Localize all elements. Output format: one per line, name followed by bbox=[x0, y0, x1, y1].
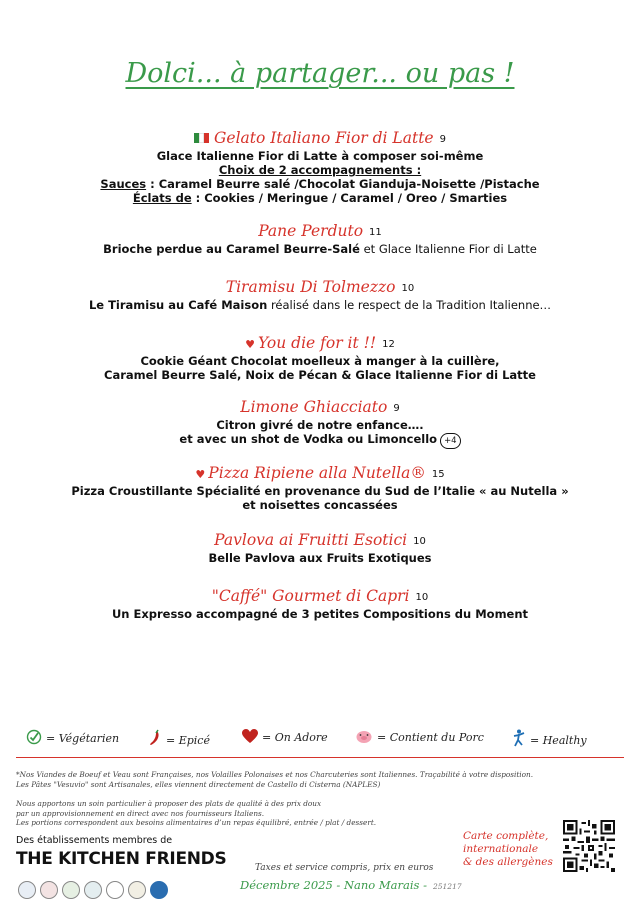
item-price: 10 bbox=[401, 283, 415, 294]
brand-logo: THE KITCHEN FRIENDS bbox=[16, 849, 227, 869]
heart-icon bbox=[242, 729, 258, 744]
menu-item-pane-perduto bbox=[0, 221, 640, 256]
page-title: Dolci... à partager... ou pas ! bbox=[125, 58, 515, 89]
members-label: Des établissements membres de bbox=[16, 835, 173, 846]
item-description: Sauces : Caramel Beurre salé /Chocolat Gianduja-Noisette /Pistache bbox=[100, 177, 540, 191]
supplement-badge: +4 bbox=[440, 433, 461, 449]
edition-date: Décembre 2025 - Nano Marais - 251217 bbox=[240, 878, 462, 892]
item-name: Pizza Ripiene alla Nutella® bbox=[208, 464, 426, 482]
menu-item-gelato bbox=[0, 128, 640, 205]
member-logo-icon bbox=[128, 881, 146, 899]
legend-healthy: = Healthy bbox=[512, 729, 587, 747]
item-price: 10 bbox=[415, 592, 429, 603]
legend-divider bbox=[16, 757, 624, 758]
chili-icon bbox=[148, 729, 162, 747]
item-description: Choix de 2 accompagnements : bbox=[218, 163, 422, 177]
item-description: et noisettes concassées bbox=[242, 498, 398, 512]
legend-adore: = On Adore bbox=[242, 729, 328, 744]
italy-flag-icon bbox=[194, 128, 209, 138]
menu-item-pizza-nutella bbox=[0, 463, 640, 512]
item-description: Caramel Beurre Salé, Noix de Pécan & Glace Italienne Fior di Latte bbox=[104, 368, 536, 382]
member-logos bbox=[18, 879, 172, 899]
item-description: Cookie Géant Chocolat moelleux à manger à la cuillère, bbox=[140, 354, 500, 368]
pig-icon bbox=[355, 729, 373, 744]
item-description: Belle Pavlova aux Fruits Exotiques bbox=[208, 551, 432, 565]
legend-spicy: = Epicé bbox=[148, 729, 210, 747]
item-name: You die for it !! bbox=[258, 334, 377, 352]
heart-icon: ♥ bbox=[245, 338, 256, 351]
leaf-check-icon bbox=[26, 729, 42, 745]
item-description: Le Tiramisu au Café Maison réalisé dans le respect de la Tradition Italienne… bbox=[88, 298, 552, 312]
item-price: 11 bbox=[369, 227, 382, 238]
runner-icon bbox=[512, 729, 526, 747]
item-price: 12 bbox=[382, 339, 395, 350]
origin-notes: *Nos Viandes de Boeuf et Veau sont Françaises, nos Volailles Polonaises et nos Charcuteries sont Italiennes. Traçabilité à votre disposition. Les Pâtes "Vesuvio" sont Artisanales, elles viennent directement de Castello di Cisterna (NAPLES) bbox=[16, 770, 534, 789]
item-description: Éclats de : Cookies / Meringue / Caramel / Oreo / Smarties bbox=[132, 191, 508, 205]
item-description: Citron givré de notre enfance…. bbox=[216, 418, 424, 432]
menu-item-limone bbox=[0, 397, 640, 449]
item-name: "Caffé" Gourmet di Capri bbox=[211, 587, 410, 605]
member-logo-icon bbox=[84, 881, 102, 899]
qr-code-icon[interactable] bbox=[563, 820, 615, 872]
member-logo-icon bbox=[62, 881, 80, 899]
menu-item-caffe-gourmet bbox=[0, 586, 640, 621]
quality-notes: Nous apportons un soin particulier à proposer des plats de qualité à des prix doux par un approvisionnement en direct avec nos fournisseurs Italiens. Les portions correspondent aux besoins alimentaires d’un repas équilibré, entrée / plat / dessert. bbox=[16, 799, 377, 827]
item-description: Un Expresso accompagné de 3 petites Compositions du Moment bbox=[111, 607, 529, 621]
item-description: et avec un shot de Vodka ou Limoncello +4 bbox=[0, 432, 640, 449]
legend-vegetarian: = Végétarien bbox=[26, 729, 119, 745]
menu-item-pavlova bbox=[0, 530, 640, 565]
menu-item-tiramisu bbox=[0, 277, 640, 312]
member-logo-icon bbox=[106, 881, 124, 899]
item-description: Glace Italienne Fior di Latte à composer soi-même bbox=[156, 149, 484, 163]
item-price: 9 bbox=[393, 403, 400, 414]
heart-icon: ♥ bbox=[195, 468, 206, 481]
legend-pork: = Contient du Porc bbox=[355, 729, 484, 744]
item-name: Gelato Italiano Fior di Latte bbox=[214, 129, 434, 147]
item-price: 10 bbox=[413, 536, 426, 547]
member-logo-icon bbox=[40, 881, 58, 899]
item-price: 15 bbox=[431, 469, 445, 480]
item-name: Tiramisu Di Tolmezzo bbox=[225, 278, 396, 296]
member-logo-icon bbox=[150, 881, 168, 899]
item-description: Brioche perdue au Caramel Beurre-Salé et Glace Italienne Fior di Latte bbox=[103, 242, 537, 256]
item-price: 9 bbox=[439, 134, 446, 145]
full-menu-note: Carte complète, internationale & des allergènes bbox=[463, 830, 553, 868]
item-name: Pane Perduto bbox=[258, 222, 364, 240]
item-description: Pizza Croustillante Spécialité en provenance du Sud de l’Italie « au Nutella » bbox=[71, 484, 569, 498]
item-name: Pavlova ai Fruitti Esotici bbox=[214, 531, 408, 549]
member-logo-icon bbox=[18, 881, 36, 899]
menu-item-you-die-for-it bbox=[0, 333, 640, 382]
taxes-note: Taxes et service compris, prix en euros bbox=[255, 863, 434, 873]
item-name: Limone Ghiacciato bbox=[240, 398, 388, 416]
